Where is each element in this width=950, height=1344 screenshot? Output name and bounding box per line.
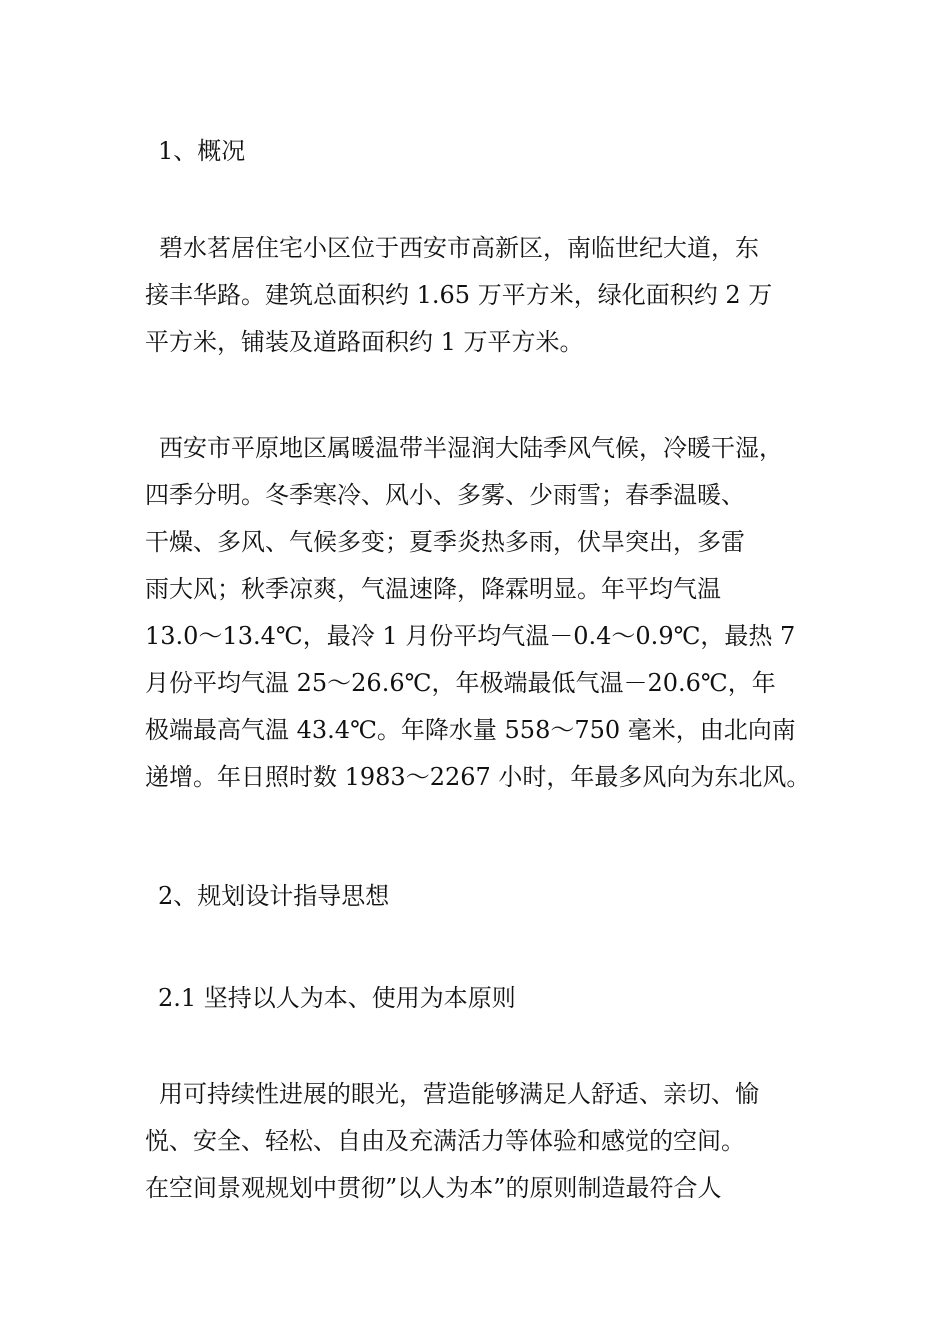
subsection-heading-people-first: 2.1 坚持以人为本、使用为本原则 xyxy=(158,984,516,1012)
section-heading-planning: 2、规划设计指导思想 xyxy=(158,882,390,910)
paragraph-line: 四季分明。冬季寒冷、风小、多雾、少雨雪；春季温暖、 xyxy=(145,481,745,509)
paragraph-line: 干燥、多风、气候多变；夏季炎热多雨，伏旱突出，多雷 xyxy=(145,528,745,556)
paragraph-line: 悦、安全、轻松、自由及充满活力等体验和感觉的空间。 xyxy=(145,1127,745,1155)
paragraph-line: 平方米，铺装及道路面积约 1 万平方米。 xyxy=(145,328,584,356)
paragraph-line: 西安市平原地区属暖温带半湿润大陆季风气候，冷暖干湿， xyxy=(159,434,783,462)
paragraph-line: 接丰华路。建筑总面积约 1.65 万平方米，绿化面积约 2 万 xyxy=(145,281,773,309)
paragraph-principles xyxy=(145,1071,825,1212)
paragraph-location xyxy=(145,225,825,366)
paragraph-line: 用可持续性进展的眼光，营造能够满足人舒适、亲切、愉 xyxy=(159,1080,759,1108)
paragraph-line: 在空间景观规划中贯彻”以人为本”的原则制造最符合人 xyxy=(145,1174,722,1202)
paragraph-line: 雨大风；秋季凉爽，气温速降，降霖明显。年平均气温 xyxy=(145,575,721,603)
paragraph-climate xyxy=(145,425,825,801)
paragraph-line: 月份平均气温 25～26.6℃，年极端最低气温－20.6℃，年 xyxy=(145,669,776,697)
paragraph-line: 碧水茗居住宅小区位于西安市高新区，南临世纪大道，东 xyxy=(159,234,759,262)
section-heading-overview: 1、概况 xyxy=(158,137,246,165)
paragraph-line: 极端最高气温 43.4℃。年降水量 558～750 毫米，由北向南 xyxy=(145,716,796,744)
paragraph-line: 递增。年日照时数 1983～2267 小时，年最多风向为东北风。 xyxy=(145,763,811,791)
paragraph-line: 13.0～13.4℃，最冷 1 月份平均气温－0.4～0.9℃，最热 7 xyxy=(145,622,796,650)
